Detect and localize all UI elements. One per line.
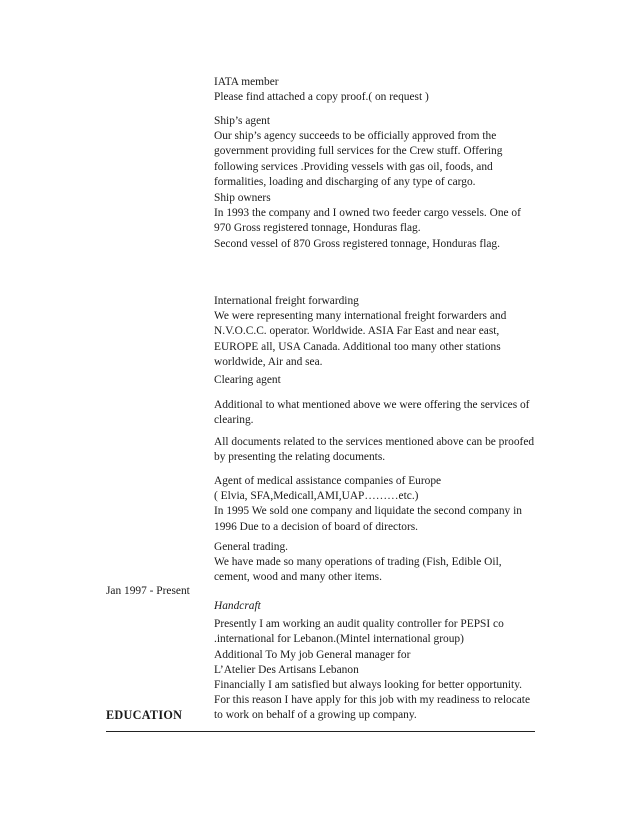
employer-name: Handcraft (214, 600, 261, 612)
section-line: ( Elvia, SFA,Medicall,AMI,UAP………etc.) (214, 490, 419, 503)
section-line: to work on behalf of a growing up company. (214, 709, 417, 722)
ship-owners-section (214, 191, 534, 252)
section-title: General trading. (214, 541, 289, 553)
section-line: L’Atelier Des Artisans Lebanon (214, 663, 359, 676)
section-line: cement, wood and many other items. (214, 571, 382, 584)
section-line: N.V.O.C.C. operator. Worldwide. ASIA Far East and near east, (214, 325, 500, 338)
section-title: Clearing agent (214, 374, 281, 386)
section-line: clearing. (214, 414, 254, 427)
section-line: IATA member (214, 76, 279, 88)
section-line: Financially I am satisfied but always looking for better opportunity. (214, 679, 523, 692)
section-line: We have made so many operations of trading (Fish, Edible Oil, (214, 556, 502, 569)
section-line: We were representing many international freight forwarders and (214, 310, 507, 323)
section-line: formalities, loading and discharging of any type of cargo. (214, 175, 476, 188)
freight-forwarding-section (214, 294, 534, 370)
general-trading-section (214, 540, 534, 586)
section-line: Our ship’s agency succeeds to be officially approved from the (214, 130, 497, 143)
section-line: EUROPE all, USA Canada. Additional too many other stations (214, 340, 501, 353)
section-line: worldwide, Air and sea. (214, 355, 323, 368)
section-title: International freight forwarding (214, 295, 359, 307)
current-job-section (214, 599, 534, 724)
ships-agent-section (214, 114, 534, 190)
iata-section (214, 75, 534, 105)
section-line: For this reason I have apply for this job with my readiness to relocate (214, 694, 531, 707)
additional-section (214, 398, 534, 428)
section-line: government providing full services for the Crew stuff. Offering (214, 145, 503, 158)
section-line: .international for Lebanon.(Mintel international group) (214, 633, 464, 646)
section-line: by presenting the relating documents. (214, 451, 386, 464)
section-line: 970 Gross registered tonnage, Honduras flag. (214, 222, 421, 235)
education-heading: EDUCATION (106, 708, 183, 722)
section-line: following services .Providing vessels with gas oil, foods, and (214, 160, 493, 173)
documents-section (214, 435, 534, 465)
section-line: Additional to what mentioned above we were offering the services of (214, 399, 530, 411)
section-line: All documents related to the services mentioned above can be proofed (214, 436, 535, 448)
section-title: Agent of medical assistance companies of Europe (214, 475, 442, 487)
section-title: Ship’s agent (214, 115, 271, 127)
section-line: Second vessel of 870 Gross registered tonnage, Honduras flag. (214, 237, 500, 250)
section-line: In 1993 the company and I owned two feeder cargo vessels. One of (214, 207, 521, 220)
section-line: Presently I am working an audit quality controller for PEPSI co (214, 618, 504, 631)
section-title: Ship owners (214, 192, 271, 204)
section-line: Additional To My job General manager for (214, 648, 411, 661)
medical-assistance-section (214, 474, 534, 535)
section-divider (106, 731, 535, 732)
clearing-agent-section (214, 373, 534, 388)
section-line: Please find attached a copy proof.( on request ) (214, 91, 429, 104)
section-line: In 1995 We sold one company and liquidate the second company in (214, 505, 522, 518)
job-date-range: Jan 1997 - Present (106, 585, 190, 597)
section-line: 1996 Due to a decision of board of directors. (214, 520, 419, 533)
